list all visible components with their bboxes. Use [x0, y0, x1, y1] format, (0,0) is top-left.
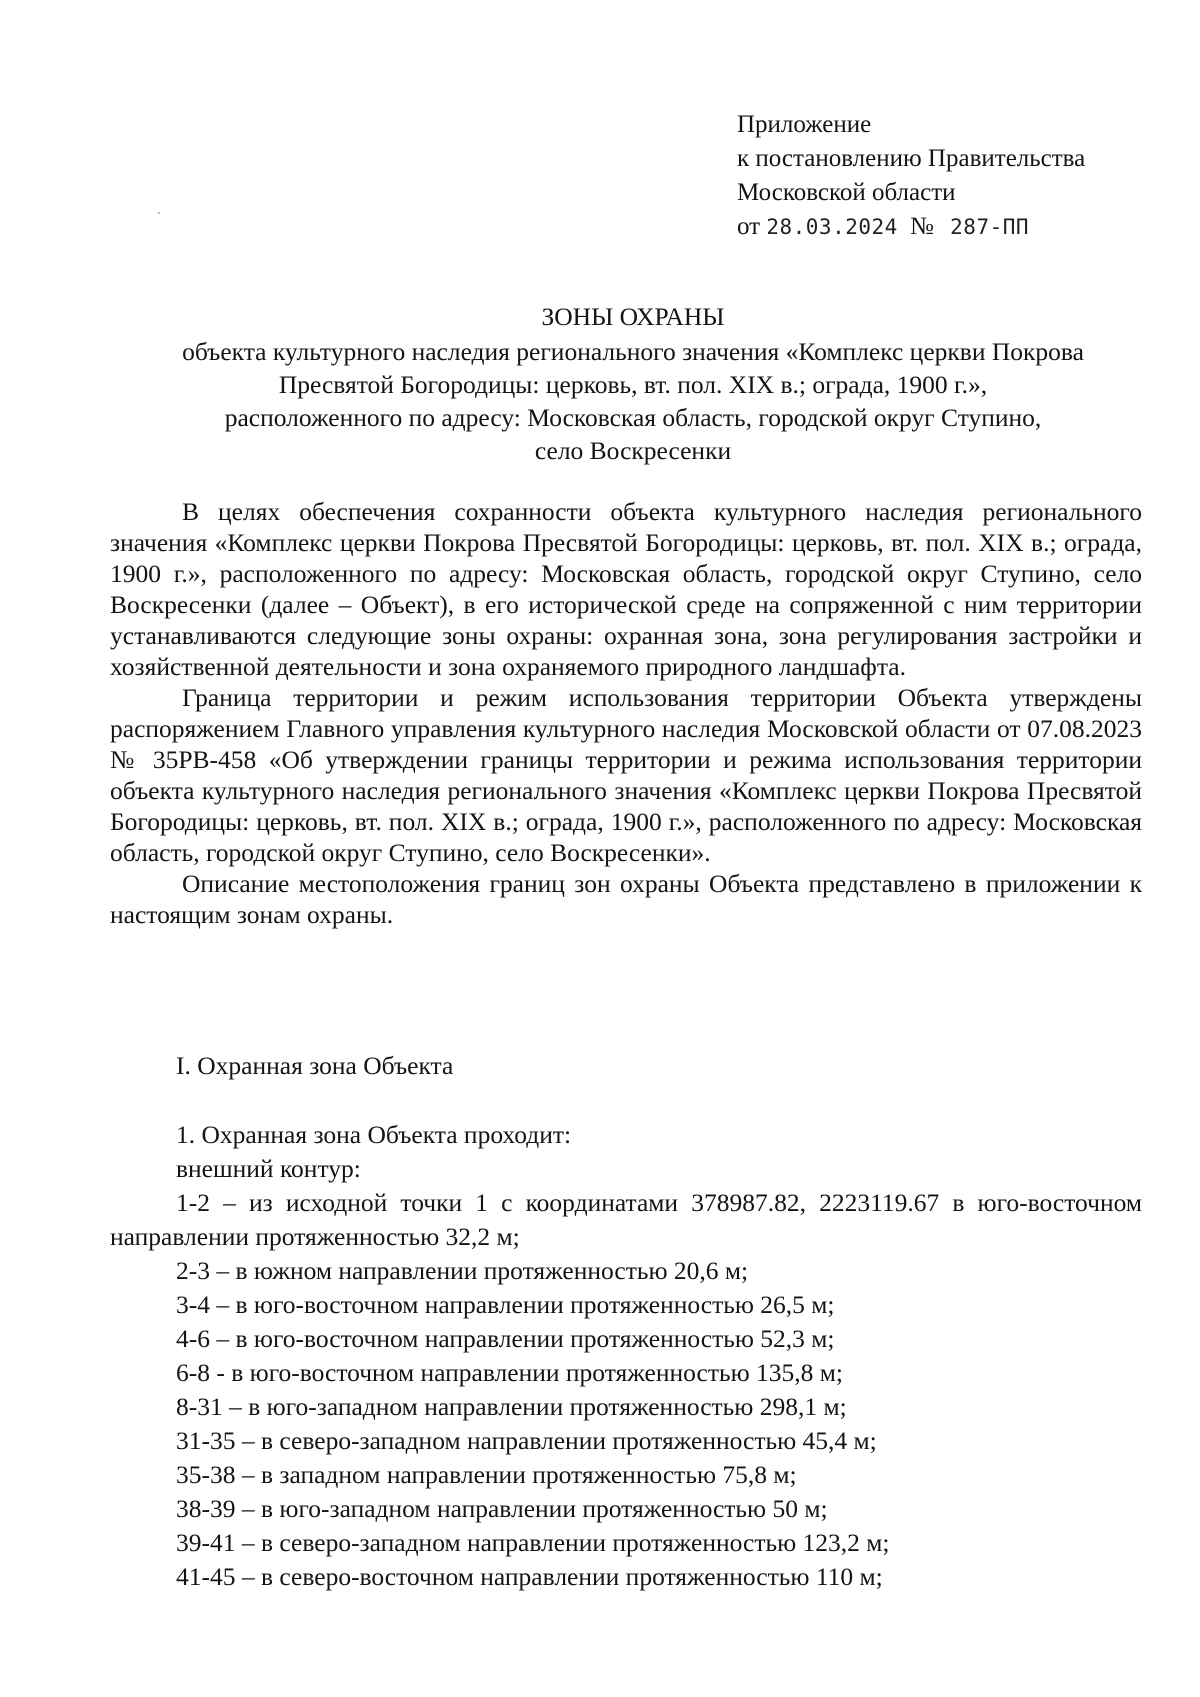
segment-item: 3-4 – в юго-восточном направлении протяженностью 26,5 м; [176, 1290, 835, 1319]
segment-item: 39-41 – в северо-западном направлении протяженностью 123,2 м; [176, 1528, 890, 1557]
title-line-3: расположенного по адресу: Московская область, городской округ Ступино, [224, 403, 1042, 432]
paragraph-1: В целях обеспечения сохранности объекта культурного наследия регионального значения «Комплекс церкви Покрова Пресвятой Богородицы: церковь, вт. пол. XIX в.; ограда, 1900 г.», расположенного по адресу: Московская область, городской округ Ступино, село Воскресенки (далее – Объект), в его исторической среде на сопряженной с ним территории устанавливаются следующие зоны охраны: охранная зона, зона регулирования застройки и хозяйственной деятельности и зона охраняемого природного ландшафта. [110, 497, 1142, 681]
segment-item: 35-38 – в западном направлении протяженностью 75,8 м; [176, 1460, 797, 1489]
approval-line-3: Московской области [737, 179, 956, 206]
approval-block [737, 108, 1157, 244]
approval-date: 28.03.2024 [766, 215, 898, 239]
approval-line-2: к постановлению Правительства [737, 145, 1086, 172]
segment-item: 2-3 – в южном направлении протяженностью 20,6 м; [176, 1256, 749, 1285]
document-body [110, 496, 1142, 930]
title-line-2: Пресвятой Богородицы: церковь, вт. пол. XIX в.; ограда, 1900 г.», [278, 370, 988, 399]
scan-speck [158, 212, 160, 214]
segment-item: 1-2 – из исходной точки 1 с координатами 378987.82, 2223119.67 в юго-восточном направлении протяженностью 32,2 м; [110, 1188, 1142, 1251]
approval-number-sign: № [910, 213, 934, 240]
document-title [100, 300, 1166, 467]
approval-number: 287-ПП [950, 215, 1030, 239]
segment-item: 6-8 - в юго-восточном направлении протяженностью 135,8 м; [176, 1358, 843, 1387]
contour-label: внешний контур: [176, 1154, 361, 1183]
title-line-4: село Воскресенки [534, 436, 732, 465]
segment-item: 38-39 – в юго-западном направлении протяженностью 50 м; [176, 1494, 828, 1523]
title-heading: ЗОНЫ ОХРАНЫ [541, 302, 725, 331]
boundary-description [110, 1118, 1142, 1594]
title-line-1: объекта культурного наследия регионального значения «Комплекс церкви Покрова [182, 337, 1084, 366]
approval-date-prefix: от [737, 213, 761, 240]
segment-item: 8-31 – в юго-западном направлении протяженностью 298,1 м; [176, 1392, 847, 1421]
segment-item: 31-35 – в северо-западном направлении протяженностью 45,4 м; [176, 1426, 877, 1455]
segment-item: 4-6 – в юго-восточном направлении протяженностью 52,3 м; [176, 1324, 835, 1353]
paragraph-2: Граница территории и режим использования территории Объекта утверждены распоряжением Главного управления культурного наследия Московской области от 07.08.2023 № 35РВ-458 «Об утверждении границы территории и режима использования территории объекта культурного наследия регионального значения «Комплекс церкви Покрова Пресвятой Богородицы: церковь, вт. пол. XIX в.; ограда, 1900 г.», расположенного по адресу: Московская область, городской округ Ступино, село Воскресенки». [110, 683, 1142, 867]
section-heading: I. Охранная зона Объекта [176, 1051, 454, 1080]
approval-line-1: Приложение [737, 111, 872, 138]
paragraph-3: Описание местоположения границ зон охраны Объекта представлено в приложении к настоящим зонам охраны. [110, 869, 1142, 929]
item-1-heading: 1. Охранная зона Объекта проходит: [176, 1120, 572, 1149]
segment-item: 41-45 – в северо-восточном направлении протяженностью 110 м; [176, 1562, 883, 1591]
approval-date-line [737, 210, 1157, 244]
